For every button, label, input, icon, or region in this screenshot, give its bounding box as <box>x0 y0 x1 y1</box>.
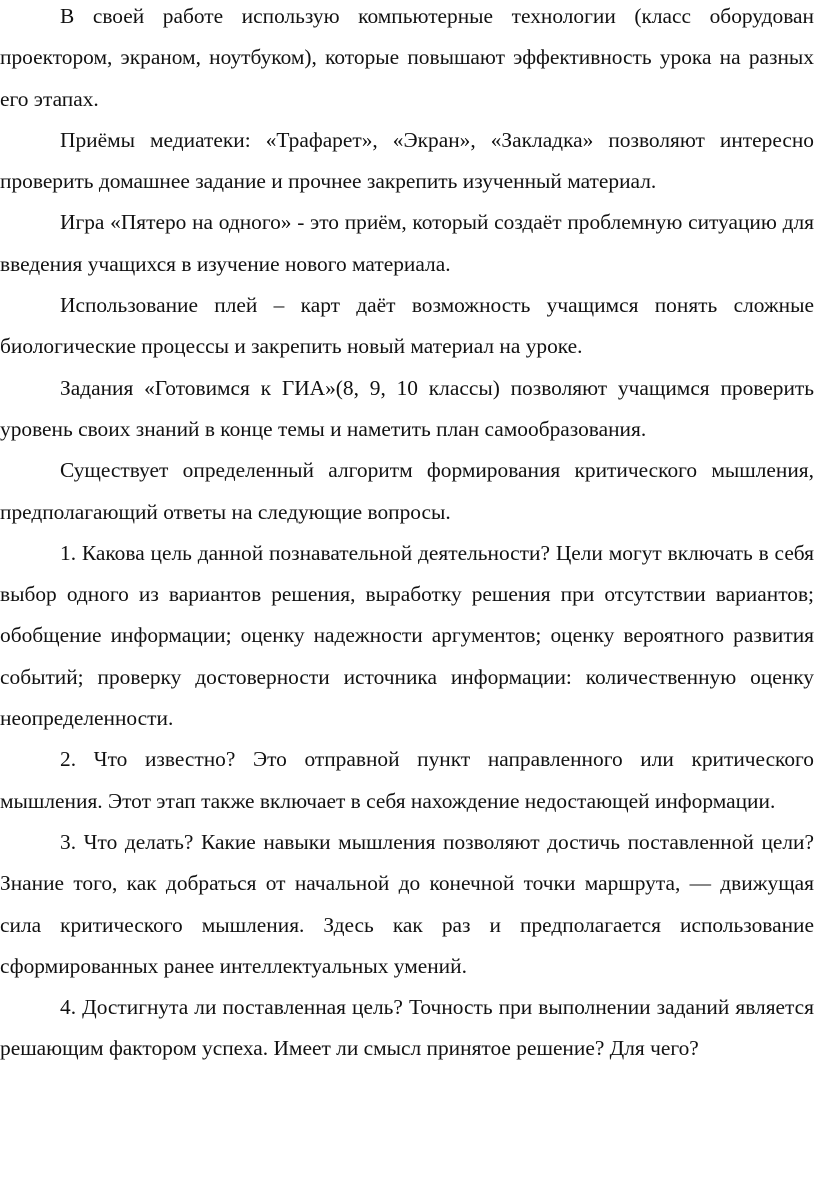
paragraph-computer-technologies: В своей работе использую компьютерные технологии (класс оборудован проектором, экраном, ноутбуком), которые повышают эффективность урока на разных его этапах. <box>0 4 814 111</box>
paragraph-play-cards: Использование плей – карт даёт возможность учащимся понять сложные биологические процессы и закрепить новый материал на уроке. <box>0 293 814 359</box>
paragraph-game-five-on-one: Игра «Пятеро на одного» - это приём, который создаёт проблемную ситуацию для введения учащихся в изучение нового материала. <box>0 210 814 276</box>
paragraph-gia-tasks: Задания «Готовимся к ГИА»(8, 9, 10 классы) позволяют учащимся проверить уровень своих знаний в конце темы и наметить план самообразования. <box>0 375 814 441</box>
paragraph-algorithm-intro: Существует определенный алгоритм формирования критического мышления, предполагающий ответы на следующие вопросы. <box>0 458 814 524</box>
paragraph-question-1: 1. Какова цель данной познавательной деятельности? Цели могут включать в себя выбор одного из вариантов решения, выработку решения при отсутствии вариантов; обобщение информации; оценку надежности аргументов; оценку вероятного развития событий; проверку достоверности источника информации: количественную оценку неопределенности. <box>0 540 814 731</box>
paragraph-question-2: 2. Что известно? Это отправной пункт направленного или критического мышления. Этот этап также включает в себя нахождение недостающей информации. <box>0 747 814 813</box>
paragraph-media-library: Приёмы медиатеки: «Трафарет», «Экран», «Закладка» позволяют интересно проверить домашнее задание и прочнее закрепить изученный материал. <box>0 127 814 194</box>
paragraph-question-4: 4. Достигнута ли поставленная цель? Точность при выполнении заданий является решающим фактором успеха. Имеет ли смысл принятое решение? Для чего? <box>0 995 814 1061</box>
paragraph-question-3: 3. Что делать? Какие навыки мышления позволяют достичь поставленной цели? Знание того, как добраться от начальной до конечной точки маршрута, — движущая сила критического мышления. Здесь как раз и предполагается использование сформированных ранее интеллектуальных умений. <box>0 829 814 978</box>
